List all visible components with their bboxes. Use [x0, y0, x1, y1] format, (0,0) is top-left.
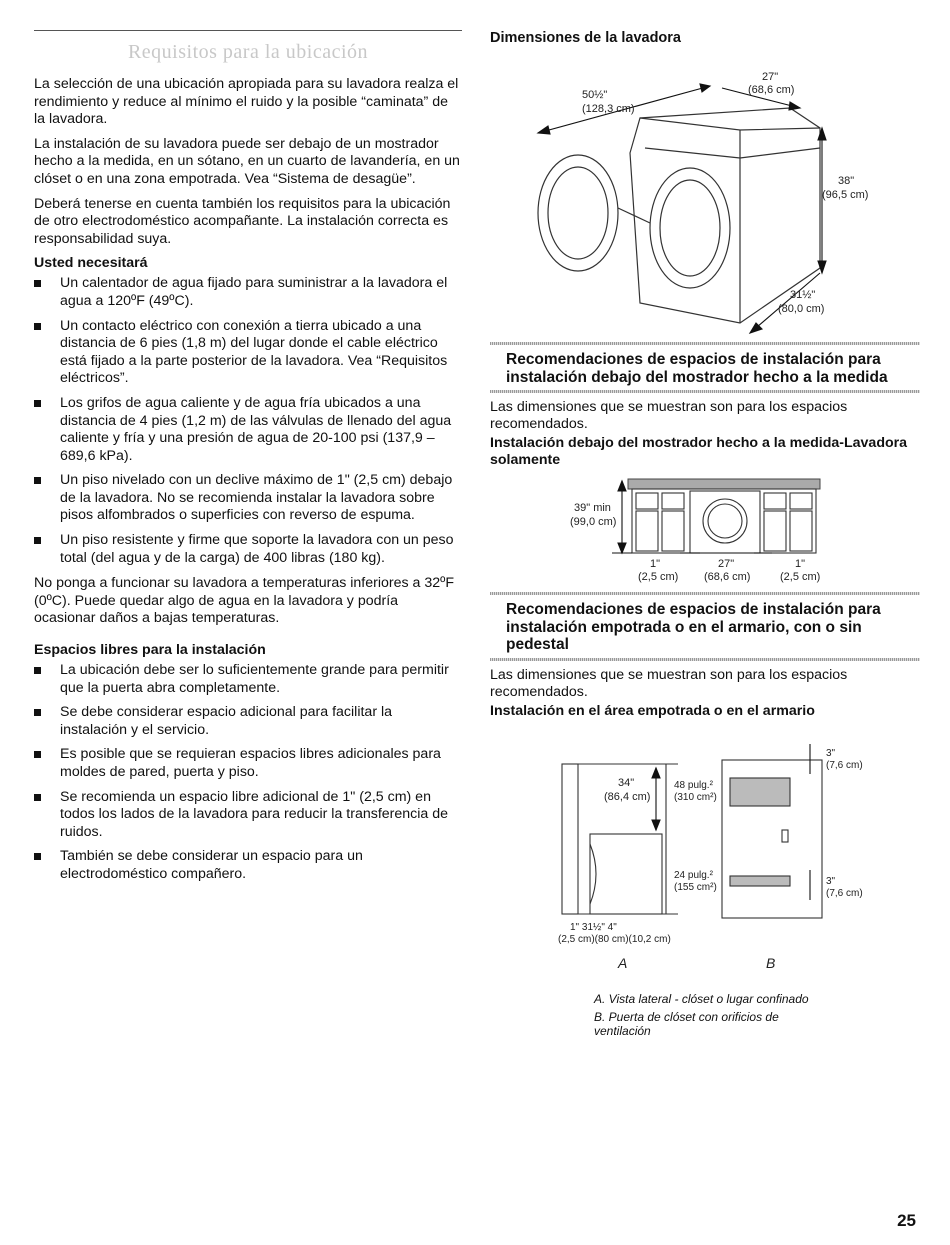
recessed-subheading: Instalación en el área empotrada o en el armario: [490, 702, 815, 719]
counter-left-cm-label: (2,5 cm): [638, 571, 679, 583]
list-item: También se debe considerar un espacio para un electrodoméstico compañero.: [34, 848, 462, 883]
temperature-warning: No ponga a funcionar su lavadora a temperaturas inferiores a 32ºF (0ºC). Puede quedar algo de agua en la lavadora y podría ocasionar daños a bajas temperaturas.: [34, 575, 455, 627]
countertop: [628, 479, 820, 489]
bullet-icon: [34, 477, 41, 484]
list-item: Un piso resistente y firme que soporte la lavadora con un peso total (del agua y de la carga) de 400 libras (180 kg).: [34, 532, 462, 567]
closet-door-view: [722, 760, 822, 918]
needs-list: [34, 275, 462, 567]
label-b: B: [766, 954, 776, 971]
top-gap-cm-label: (7,6 cm): [826, 759, 863, 771]
list-item: Se recomienda un espacio libre adicional de 1" (2,5 cm) en todos los lados de la lavadora para reducir la transferencia de ruidos.: [34, 789, 462, 842]
recessed-text: Las dimensiones que se muestran son para los espacios recomendados.: [490, 666, 848, 700]
counter-width-label: 27": [718, 558, 735, 570]
separator: [490, 390, 920, 393]
undercounter-diagram: [490, 473, 920, 588]
right-column: [490, 30, 920, 1038]
dim-width-cm-label: (68,6 cm): [748, 84, 795, 96]
separator: [490, 342, 920, 345]
closet-height-cm-label: (86,4 cm): [604, 790, 651, 803]
separator: [490, 658, 920, 661]
dim-depth-label: 50½": [582, 89, 608, 101]
list-item: Un calentador de agua fijado para suministrar a la lavadora el agua a 120ºF (49ºC).: [34, 275, 462, 310]
dim-height-label: 38": [838, 175, 855, 187]
intro-paragraph: La instalación de su lavadora puede ser debajo de un mostrador hecho a la medida, en un sótano, en un cuarto de lavandería, en un clóset o en una zona empotrada. Vea “Sistema de desagüe”.: [34, 135, 460, 187]
bottom-gap-label: 3": [826, 875, 836, 887]
closet-bottom-dims: 1" 31½" 4": [570, 921, 617, 933]
dim-depth2-cm-label: (80,0 cm): [778, 303, 825, 315]
bullet-icon: [34, 794, 41, 801]
undercounter-heading: Recomendaciones de espacios de instalación para instalación debajo del mostrador hecho a la medida: [506, 351, 888, 386]
intro-paragraph: Deberá tenerse en cuenta también los requisitos para la ubicación de otro electrodoméstico acompañante. La instalación correcta es responsabilidad suya.: [34, 195, 451, 247]
list-item: Los grifos de agua caliente y de agua fría ubicados a una distancia de 4 pies (1,2 m) de las válvulas de llenado del agua caliente y fría y una presión de agua de 20-100 psi (137,9 – 689,6 kPa).: [34, 395, 462, 465]
counter-height-cm-label: (99,0 cm): [570, 516, 617, 528]
counter-left-label: 1": [650, 558, 661, 570]
closet-height-label: 34": [618, 776, 635, 789]
dim-depth2-label: 31½": [790, 289, 816, 301]
counter-right-label: 1": [795, 558, 806, 570]
counter-right-cm-label: (2,5 cm): [780, 571, 821, 583]
top-rule: [34, 30, 462, 31]
dim-width-label: 27": [762, 71, 779, 83]
label-a: A: [618, 954, 628, 971]
counter-height-label: 39" min: [574, 502, 611, 514]
bottom-gap-cm-label: (7,6 cm): [826, 887, 863, 899]
list-item: Un piso nivelado con un declive máximo de 1" (2,5 cm) debajo de la lavadora. No se recomienda instalar la lavadora sobre pisos alfombrados o superficies con reverso de espuma.: [34, 472, 462, 525]
caption-b: B. Puerta de clóset con orificios de ventilación: [594, 1009, 779, 1038]
undercounter-text: Las dimensiones que se muestran son para los espacios recomendados.: [490, 399, 848, 432]
vent1-label: 48 pulg.²: [674, 779, 713, 791]
list-item: Un contacto eléctrico con conexión a tierra ubicado a una distancia de 6 pies (1,8 m) del lugar donde el cable eléctrico está fijado a la parte posterior de la lavadora. Vea “Requisitos eléctricos”.: [34, 318, 462, 388]
washer-illustration: [538, 108, 820, 323]
section-title: Requisitos para la ubicación: [127, 41, 369, 63]
bullet-icon: [34, 667, 41, 674]
list-item: La ubicación debe ser lo suficientemente grande para permitir que la puerta abra completamente.: [34, 662, 462, 697]
bullet-icon: [34, 537, 41, 544]
list-item: Es posible que se requieran espacios libres adicionales para moldes de pared, puerta y piso.: [34, 746, 462, 781]
bullet-icon: [34, 709, 41, 716]
dim-height-cm-label: (96,5 cm): [822, 189, 869, 201]
bullet-icon: [34, 400, 41, 407]
dimensions-heading: Dimensiones de la lavadora: [490, 30, 681, 46]
space-list: [34, 662, 462, 884]
left-column: [34, 30, 462, 892]
needs-heading: Usted necesitará: [34, 255, 148, 272]
intro-paragraph: La selección de una ubicación apropiada para su lavadora realza el rendimiento y reduce al mínimo el ruido y la posible “caminata” de la lavadora.: [34, 76, 459, 128]
top-gap-label: 3": [826, 747, 836, 759]
recessed-heading: Recomendaciones de espacios de instalación para instalación empotrada o en el armario, con o sin pedestal: [506, 601, 881, 653]
separator: [490, 592, 920, 595]
space-heading: Espacios libres para la instalación: [34, 642, 266, 659]
counter-width-cm-label: (68,6 cm): [704, 571, 751, 583]
bullet-icon: [34, 323, 41, 330]
page-number: 25: [897, 1211, 916, 1230]
washer-dimensions-diagram: [490, 48, 920, 338]
bullet-icon: [34, 280, 41, 287]
closet-diagram: [490, 734, 920, 984]
vent1-cm-label: (310 cm²): [674, 791, 717, 803]
closet-bottom-dims-cm: (2,5 cm)(80 cm)(10,2 cm): [558, 933, 671, 945]
vent2-cm-label: (155 cm²): [674, 881, 717, 893]
caption-a: A. Vista lateral - clóset o lugar confinado: [594, 991, 809, 1006]
list-item: Se debe considerar espacio adicional para facilitar la instalación y el servicio.: [34, 704, 462, 739]
undercounter-subheading: Instalación debajo del mostrador hecho a la medida-Lavadora solamente: [490, 435, 908, 468]
bullet-icon: [34, 853, 41, 860]
bullet-icon: [34, 751, 41, 758]
vent2-label: 24 pulg.²: [674, 869, 713, 881]
dim-depth-cm-label: (128,3 cm): [582, 103, 635, 115]
cabinets: [632, 489, 816, 553]
